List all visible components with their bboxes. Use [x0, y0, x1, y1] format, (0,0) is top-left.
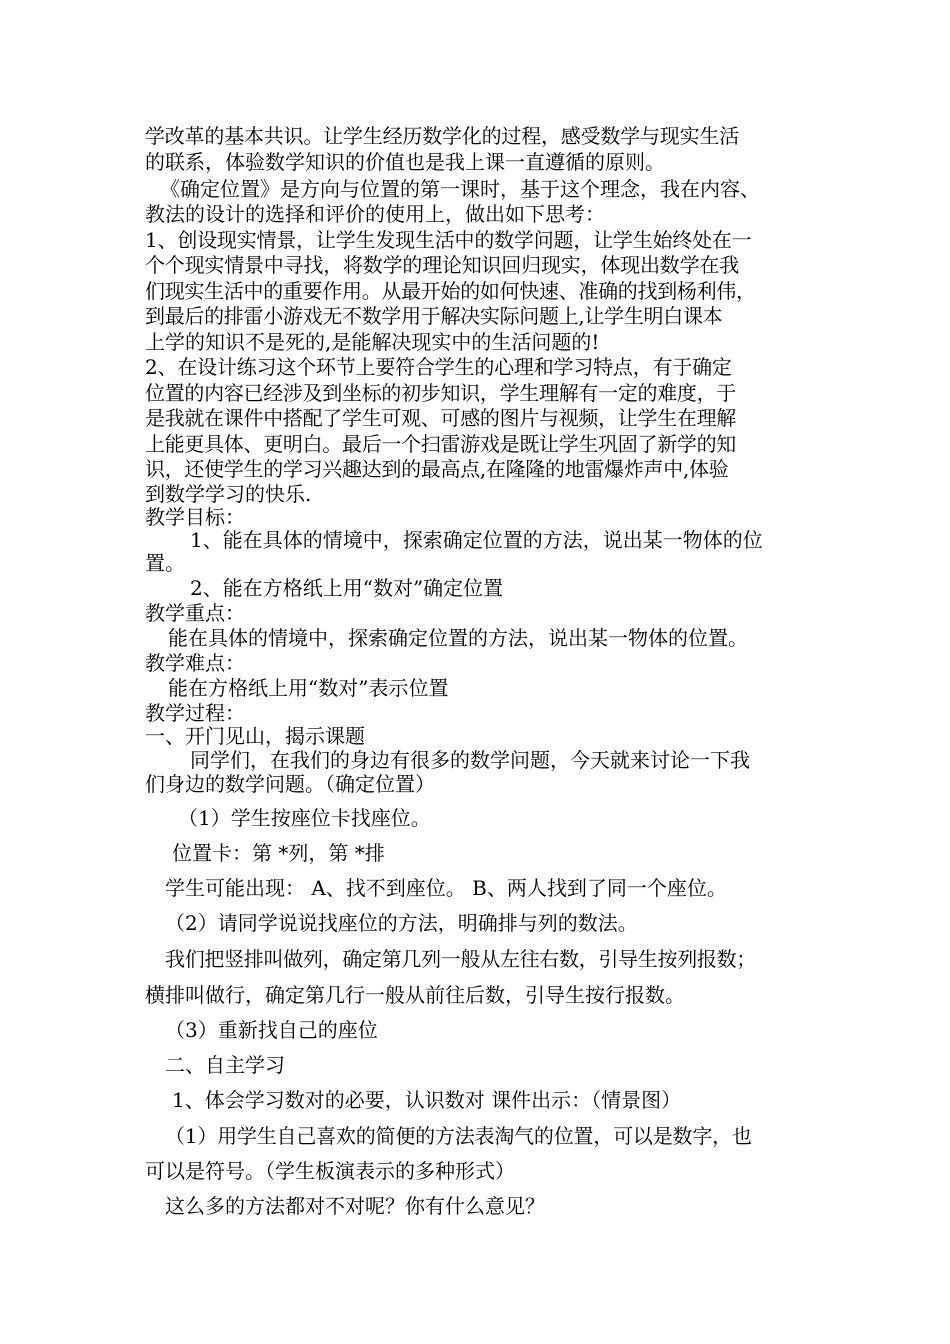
- section-heading: 教学目标：: [145, 505, 245, 529]
- text-line: （2）请同学说说找座位的方法，明确排与列的数法。: [165, 911, 638, 935]
- text-line: 1、创设现实情景，让学生发现生活中的数学问题，让学生始终处在一: [145, 228, 752, 252]
- text-line: 2、在设计练习这个环节上要符合学生的心理和学习特点，有于确定: [145, 355, 732, 379]
- text-line: 置。: [145, 551, 185, 575]
- text-line: （1）学生按座位卡找座位。: [178, 806, 431, 830]
- text-line: （3）重新找自己的座位: [165, 1018, 378, 1042]
- text-line: 教法的设计的选择和评价的使用上，做出如下思考：: [145, 202, 605, 226]
- text-line: 能在具体的情境中，探索确定位置的方法，说出某一物体的位置。: [168, 626, 748, 650]
- section-heading: 教学过程：: [145, 701, 245, 725]
- text-line: 2、能在方格纸上用“数对”确定位置: [190, 576, 504, 600]
- text-line: 1、能在具体的情境中，探索确定位置的方法，说出某一物体的位: [190, 528, 763, 552]
- text-line: 识，还使学生的学习兴趣达到的最高点,在隆隆的地雷爆炸声中,体验: [145, 457, 729, 481]
- text-line: 上学的知识不是死的,是能解决现实中的生活问题的!: [145, 330, 600, 354]
- text-line: 位置卡：第 *列，第 *排: [172, 841, 385, 865]
- text-line: 是我就在课件中搭配了学生可观、可感的图片与视频，让学生在理解: [145, 406, 736, 430]
- text-line: 们现实生活中的重要作用。从最开始的如何快速、准确的找到杨利伟，: [145, 279, 756, 303]
- text-line: 可以是符号。（学生板演表示的多种形式）: [145, 1159, 515, 1183]
- text-line: 们身边的数学问题。（确定位置）: [145, 772, 435, 796]
- section-heading: 教学重点：: [145, 601, 245, 625]
- text-line: 《确定位置》是方向与位置的第一课时，基于这个理念，我在内容、: [160, 177, 760, 201]
- text-line: 个个现实情景中寻找，将数学的理论知识回归现实，体现出数学在我: [145, 253, 739, 277]
- section-heading: 教学难点：: [145, 651, 245, 675]
- text-line: 横排叫做行，确定第几行一般从前往后数，引导生按行报数。: [145, 983, 685, 1007]
- text-line: 学改革的基本共识。让学生经历数学化的过程，感受数学与现实生活: [145, 124, 739, 148]
- text-line: 我们把竖排叫做列，确定第几列一般从左往右数，引导生按列报数；: [165, 947, 756, 971]
- text-line: 到最后的排雷小游戏无不数学用于解决实际问题上,让学生明白课本: [145, 304, 723, 328]
- text-line: 能在方格纸上用“数对”表示位置: [168, 676, 449, 700]
- text-line: 位置的内容已经涉及到坐标的初步知识，学生理解有一定的难度，于: [145, 381, 736, 405]
- text-line: 的联系，体验数学知识的价值也是我上课一直遵循的原则。: [145, 150, 665, 174]
- section-heading: 二、自主学习: [165, 1053, 285, 1077]
- text-line: 到数学学习的快乐.: [145, 482, 312, 506]
- text-line: 同学们，在我们的身边有很多的数学问题，今天就来讨论一下我: [190, 748, 750, 772]
- text-line: （1）用学生自己喜欢的简便的方法表淘气的位置，可以是数字，也: [165, 1124, 752, 1148]
- text-line: 上能更具体、更明白。最后一个扫雷游戏是既让学生巩固了新学的知: [145, 432, 736, 456]
- text-line: 1、体会学习数对的必要，认识数对 课件出示：（情景图）: [172, 1088, 682, 1112]
- section-heading: 一、开门见山，揭示课题: [145, 724, 365, 748]
- text-line: 学生可能出现： A、找不到座位。 B、两人找到了同一个座位。: [165, 876, 727, 900]
- text-line: 这么多的方法都对不对呢？你有什么意见？: [165, 1194, 545, 1218]
